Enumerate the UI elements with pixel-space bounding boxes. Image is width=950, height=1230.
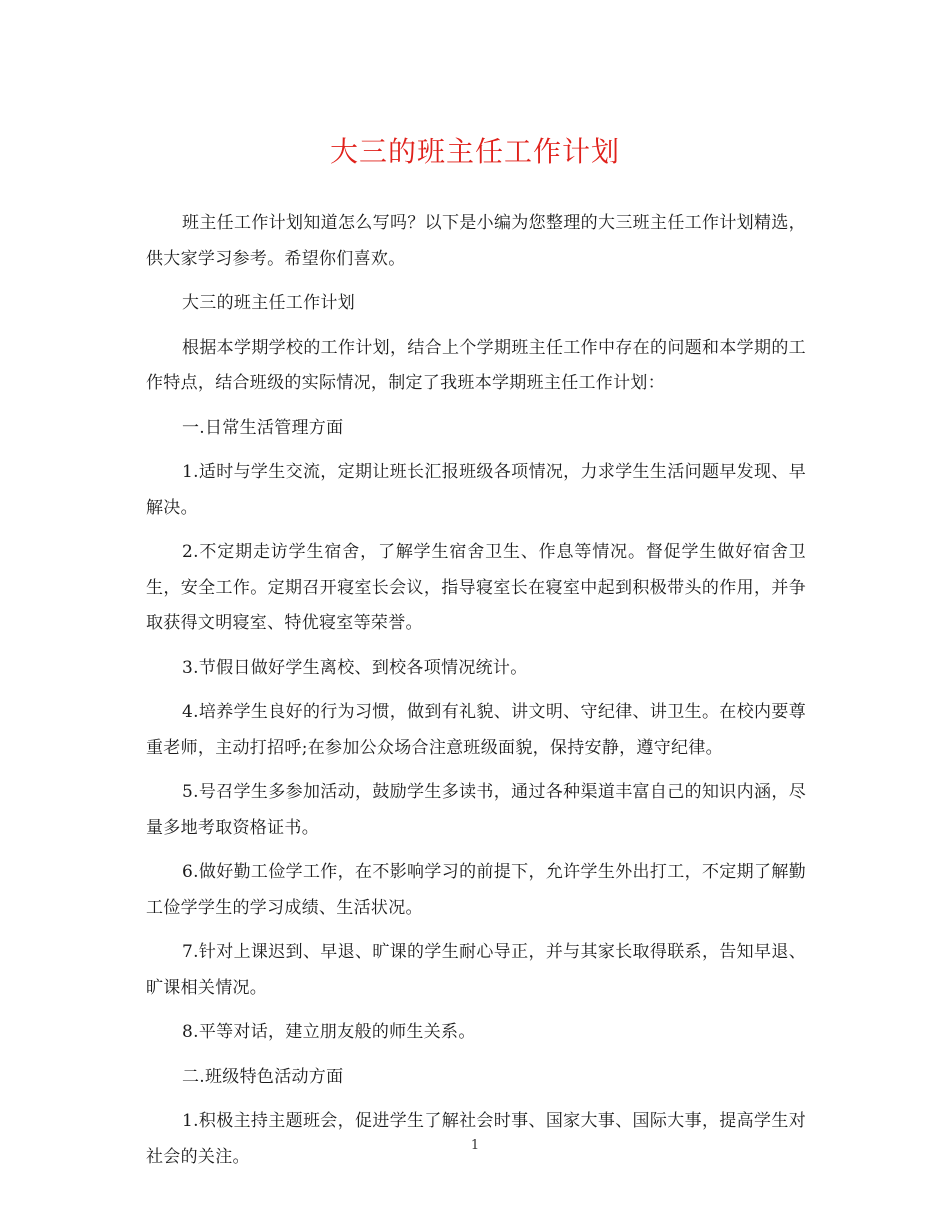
paragraph-item: 2.不定期走访学生宿舍，了解学生宿舍卫生、作息等情况。督促学生做好宿舍卫生，安全工作。定期召开寝室长会议，指导寝室长在寝室中起到积极带头的作用，并争取获得文明寝室、特优寝室等荣誉。: [146, 542, 806, 633]
paragraph-item: 8.平等对话，建立朋友般的师生关系。: [182, 1022, 476, 1042]
section-heading-class-activities: 二.班级特色活动方面: [182, 1066, 344, 1087]
page-number: 1: [470, 1138, 480, 1153]
document-body: [146, 206, 806, 1184]
paragraph-preamble: 根据本学期学校的工作计划，结合上个学期班主任工作中存在的问题和本学期的工作特点，结合班级的实际情况，制定了我班本学期班主任工作计划：: [146, 337, 806, 393]
paragraph-item: 6.做好勤工俭学工作，在不影响学习的前提下，允许学生外出打工，不定期了解勤工俭学学生的学习成绩、生活状况。: [146, 862, 806, 918]
paragraph-item: 3.节假日做好学生离校、到校各项情况统计。: [182, 657, 528, 678]
section-heading-daily-life: 一.日常生活管理方面: [182, 417, 344, 438]
paragraph-intro: 班主任工作计划知道怎么写吗？以下是小编为您整理的大三班主任工作计划精选，供大家学习参考。希望你们喜欢。: [146, 213, 806, 269]
document-title: 大三的班主任工作计划: [329, 135, 620, 168]
paragraph-item: 5.号召学生多参加活动，鼓励学生多读书，通过各种渠道丰富自己的知识内涵，尽量多地考取资格证书。: [146, 782, 806, 838]
paragraph-subtitle: 大三的班主任工作计划: [182, 293, 355, 313]
paragraph-item: 7.针对上课迟到、早退、旷课的学生耐心导正，并与其家长取得联系，告知早退、旷课相关情况。: [146, 942, 806, 998]
paragraph-item: 4.培养学生良好的行为习惯，做到有礼貌、讲文明、守纪律、讲卫生。在校内要尊重老师，主动打招呼;在参加公众场合注意班级面貌，保持安静，遵守纪律。: [146, 702, 806, 758]
paragraph-item: 1.适时与学生交流，定期让班长汇报班级各项情况，力求学生生活问题早发现、早解决。: [146, 462, 806, 518]
paragraph-item: 1.积极主持主题班会，促进学生了解社会时事、国家大事、国际大事，提高学生对社会的关注。: [146, 1111, 806, 1167]
